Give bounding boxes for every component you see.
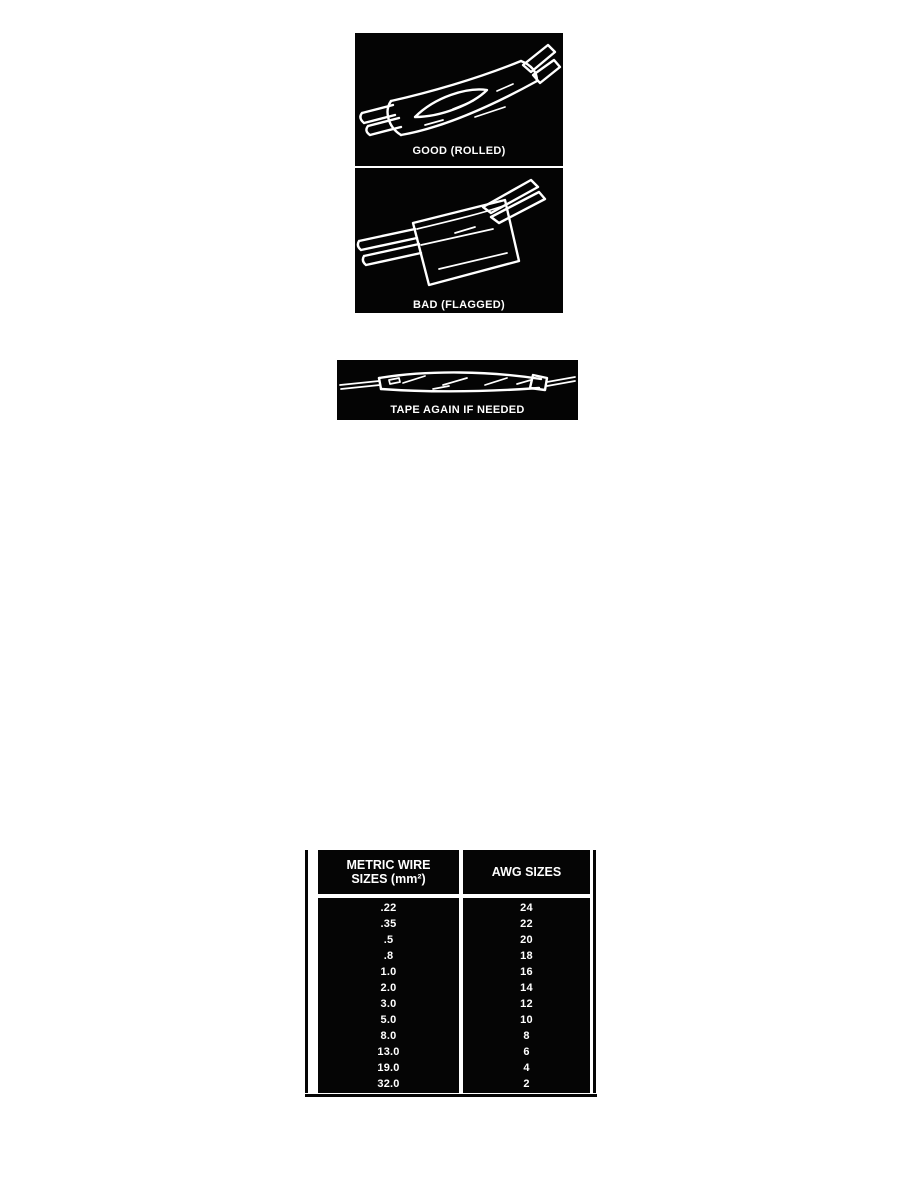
good-rolled-splice-illustration bbox=[355, 37, 563, 143]
table-block bbox=[318, 850, 590, 1093]
awg-value: 10 bbox=[520, 1014, 533, 1026]
awg-value: 16 bbox=[520, 966, 533, 978]
awg-value: 4 bbox=[523, 1062, 530, 1074]
bad-flagged-label: BAD (FLAGGED) bbox=[413, 299, 505, 311]
tape-again-illustration bbox=[337, 363, 578, 401]
metric-sizes-column bbox=[318, 898, 459, 1093]
wire-right bbox=[547, 377, 575, 386]
metric-value: 2.0 bbox=[380, 982, 397, 994]
awg-value: 20 bbox=[520, 934, 533, 946]
metric-value: .5 bbox=[383, 934, 394, 946]
wire-size-table bbox=[305, 848, 597, 1098]
table-body bbox=[318, 898, 590, 1093]
tape-again-panel bbox=[337, 360, 578, 420]
metric-value: 1.0 bbox=[380, 966, 397, 978]
awg-value: 2 bbox=[523, 1078, 530, 1090]
metric-value: .35 bbox=[380, 918, 397, 930]
table-outer-border-bottom bbox=[305, 1094, 597, 1097]
metric-sizes-header: METRIC WIRE SIZES (mm²) bbox=[346, 858, 431, 886]
metric-value: 13.0 bbox=[377, 1046, 400, 1058]
bad-flagged-splice-illustration bbox=[355, 173, 563, 297]
metric-value: 5.0 bbox=[380, 1014, 397, 1026]
tape-again-label: TAPE AGAIN IF NEEDED bbox=[390, 404, 525, 416]
metric-value: 3.0 bbox=[380, 998, 397, 1010]
awg-value: 18 bbox=[520, 950, 533, 962]
awg-sizes-header: AWG SIZES bbox=[491, 865, 562, 879]
metric-value: 8.0 bbox=[380, 1030, 397, 1042]
awg-value: 14 bbox=[520, 982, 533, 994]
table-outer-border-left bbox=[305, 850, 308, 1093]
wire-pair-left bbox=[358, 229, 421, 265]
metric-value: 19.0 bbox=[377, 1062, 400, 1074]
awg-value: 8 bbox=[523, 1030, 530, 1042]
good-rolled-label: GOOD (ROLLED) bbox=[412, 145, 506, 157]
table-header-row bbox=[318, 850, 590, 894]
wire-left bbox=[340, 381, 380, 389]
awg-value: 6 bbox=[523, 1046, 530, 1058]
awg-sizes-column bbox=[463, 898, 590, 1093]
metric-value: .8 bbox=[383, 950, 394, 962]
awg-value: 24 bbox=[520, 902, 533, 914]
tape-wrap-lines bbox=[389, 376, 531, 389]
splice-taping-panel bbox=[355, 33, 563, 313]
awg-value: 22 bbox=[520, 918, 533, 930]
metric-value: 32.0 bbox=[377, 1078, 400, 1090]
metric-value: .22 bbox=[380, 902, 397, 914]
awg-value: 12 bbox=[520, 998, 533, 1010]
forked-wires-top-right bbox=[483, 180, 545, 223]
rolled-tape-body bbox=[388, 61, 537, 135]
table-outer-border-right bbox=[593, 850, 596, 1093]
panel-divider-line bbox=[355, 166, 563, 168]
